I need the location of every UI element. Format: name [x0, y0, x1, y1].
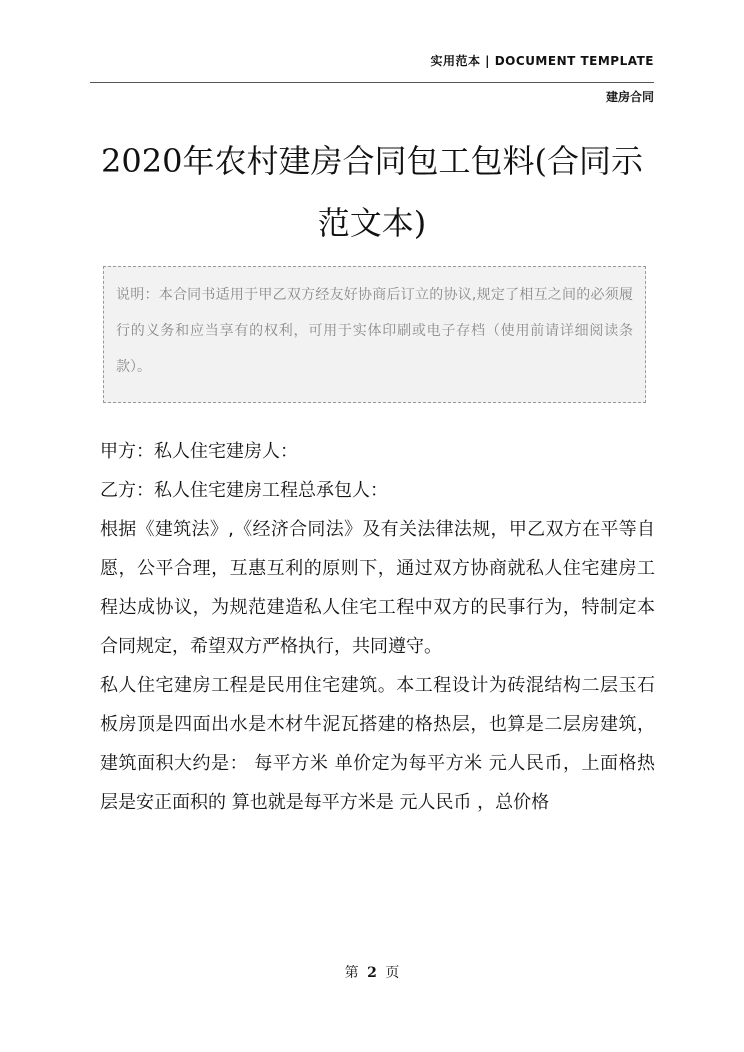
page-footer [0, 962, 744, 982]
paragraph-project-description: 私人住宅建房工程是民用住宅建筑。本工程设计为砖混结构二层玉石板房顶是四面出水是木材牛泥瓦搭建的格热层，也算是二层房建筑，建筑面积大约是： 每平方米 单价定为每平方米 元人民币，上面格热层是安正面积的 算也就是每平方米是 元人民币 ，总价格 [100, 675, 655, 813]
party-a-line: 甲方：私人住宅建房人： [100, 441, 298, 462]
document-title: 2020年农村建房合同包工包料(合同示范文本) [101, 142, 643, 242]
header-category: 建房合同 [605, 90, 654, 104]
contract-body [100, 432, 655, 822]
page-number: 2 [367, 965, 377, 981]
header-label: 实用范本 | DOCUMENT TEMPLATE [430, 54, 654, 68]
party-b-line: 乙方：私人住宅建房工程总承包人： [100, 480, 388, 501]
paragraph-legal-basis: 根据《建筑法》,《经济合同法》及有关法律法规，甲乙双方在平等自愿，公平合理，互惠互利的原则下，通过双方协商就私人住宅建房工程达成协议，为规范建造私人住宅工程中双方的民事行为，特制定本合同规定，希望双方严格执行，共同遵守。 [100, 519, 655, 657]
header-divider [90, 82, 654, 83]
page-prefix: 第 [344, 965, 359, 981]
page-suffix: 页 [385, 965, 400, 981]
notice-box: 说明：本合同书适用于甲乙双方经友好协商后订立的协议,规定了相互之间的必须履行的义务和应当享有的权利，可用于实体印刷或电子存档（使用前请详细阅读条款）。 [103, 266, 646, 403]
